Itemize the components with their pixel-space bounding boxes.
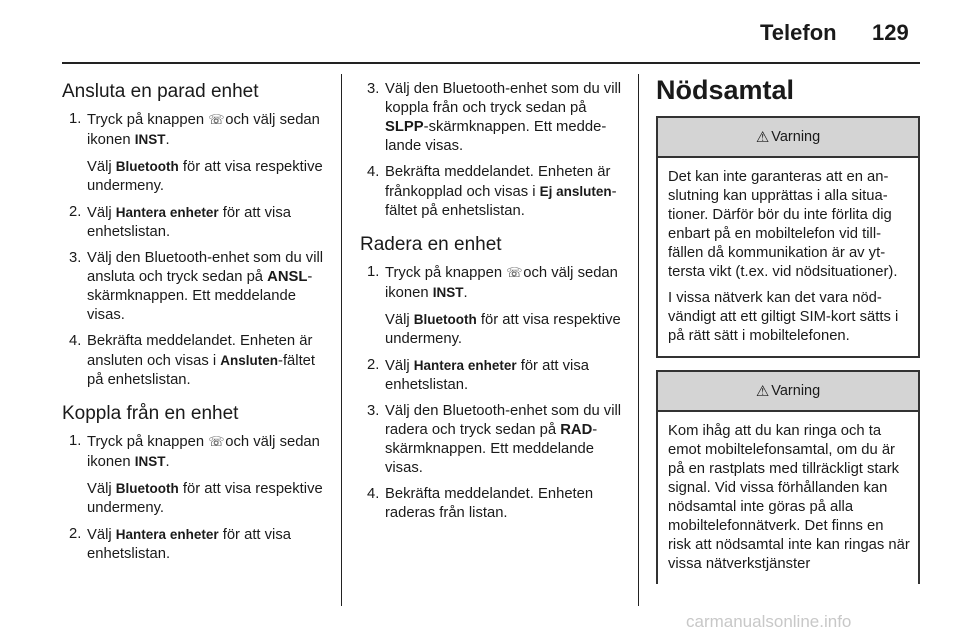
step-text: Välj Bluetooth för att visa respektive undermeny. [385,312,621,347]
step-text: Välj den Bluetooth-enhet som du vill koppla från och tryck sedan på SLPP-skärmknappen. Ett meddelande visas. [385,81,622,154]
section-title-emergency: Nödsamtal [656,75,795,105]
step-number: 3. [367,81,380,97]
step-2 [62,525,330,564]
section-connect [62,80,330,390]
step-3 [62,249,330,325]
section-title-delete: Radera en enhet [360,234,502,255]
warning-body [658,158,918,356]
step-number: 3. [69,250,82,266]
step-3 [360,80,628,156]
page-number: 129 [872,20,909,45]
column-divider-2 [638,74,639,606]
step-text: Välj den Bluetooth-enhet som du vill radera och tryck sedan på RAD-skärmknappen. Ett meddelande visas. [385,403,622,476]
step-number: 2. [367,357,380,373]
step-text: Bekräfta meddelandet. Enheten är frånkopplad och visas i Ej ansluten-fältet på enhetslistan. [385,164,617,219]
step-1 [62,432,330,518]
column-1 [62,80,330,576]
step-text: Välj Hantera enheter för att visa enhetslistan. [385,358,589,393]
section-disconnect [62,402,330,564]
step-4 [360,485,628,523]
step-number: 4. [367,486,380,502]
warning-text: Det kan inte garanteras att en anslutning kan upprättas i alla situationer. Därför bör du inte förlita dig enbart på en mobiltelefon vid tillfällen då kommunikation är av yttersta vikt (t.ex. vid nödsituationer). [668,169,898,280]
column-2 [360,80,628,535]
phone-icon: ☏ [506,265,523,280]
warning-triangle-icon: ⚠ [755,382,770,400]
step-2 [62,203,330,242]
running-header-title: Telefon [760,20,837,45]
step-text: Välj Hantera enheter för att visa enhetslistan. [87,527,291,562]
warning-box-2 [656,370,920,584]
step-1 [360,263,628,349]
step-text: Bekräfta meddelandet. Enheten raderas från listan. [385,486,594,521]
section-delete [360,233,628,523]
step-number: 1. [69,111,82,127]
step-text: Välj Bluetooth för att visa respektive undermeny. [87,481,323,516]
step-text: Tryck på knappen ☏ och välj sedan ikonen INST. [385,265,618,301]
step-text: Välj Bluetooth för att visa respektive undermeny. [87,159,323,194]
warning-body [658,412,918,584]
warning-label: Varning [771,128,821,145]
warning-triangle-icon: ⚠ [755,128,770,146]
section-title-connect: Ansluta en parad enhet [62,81,259,102]
warning-header [658,118,918,158]
warning-text: Kom ihåg att du kan ringa och ta emot mobiltelefonsamtal, om du är på en rastplats med tillräckligt stark signal. Vid vissa förhållanden kan nödsamtal inte göras på alla mobiltelefonnätverk. Det finns en risk att nödsamtal inte kan ringas när vissa nätverkstjänster [668,423,910,572]
step-number: 2. [69,204,82,220]
phone-icon: ☏ [208,434,225,449]
watermark: carmanualsonline.info [686,612,852,631]
column-divider-1 [341,74,342,606]
phone-icon: ☏ [208,112,225,127]
step-4 [62,332,330,390]
column-3 [656,74,920,596]
step-number: 3. [367,403,380,419]
step-2 [360,356,628,395]
section-disconnect-continued [360,80,628,221]
step-text: Välj Hantera enheter för att visa enhetslistan. [87,205,291,240]
step-number: 4. [367,164,380,180]
warning-header [658,372,918,412]
step-text: Tryck på knappen ☏ och välj sedan ikonen INST. [87,434,320,470]
warning-label: Varning [771,382,821,399]
section-title-disconnect: Koppla från en enhet [62,403,239,424]
step-number: 1. [367,264,380,280]
step-1 [62,110,330,196]
step-number: 4. [69,333,82,349]
step-text: Välj den Bluetooth-enhet som du vill ansluta och tryck sedan på ANSL-skärmknappen. Ett meddelande visas. [87,250,324,323]
step-number: 1. [69,433,82,449]
warning-box-1 [656,116,920,358]
warning-text: I vissa nätverk kan det vara nödvändigt att ett giltigt SIM-kort sätts i på rätt sätt i mobiltelefonen. [668,290,899,344]
header-rule [62,62,920,64]
step-text: Bekräfta meddelandet. Enheten är ansluten och visas i Ansluten-fältet på enhetslistan. [87,333,316,388]
step-4 [360,163,628,221]
step-number: 2. [69,526,82,542]
step-3 [360,402,628,478]
step-text: Tryck på knappen ☏ och välj sedan ikonen INST. [87,112,320,148]
